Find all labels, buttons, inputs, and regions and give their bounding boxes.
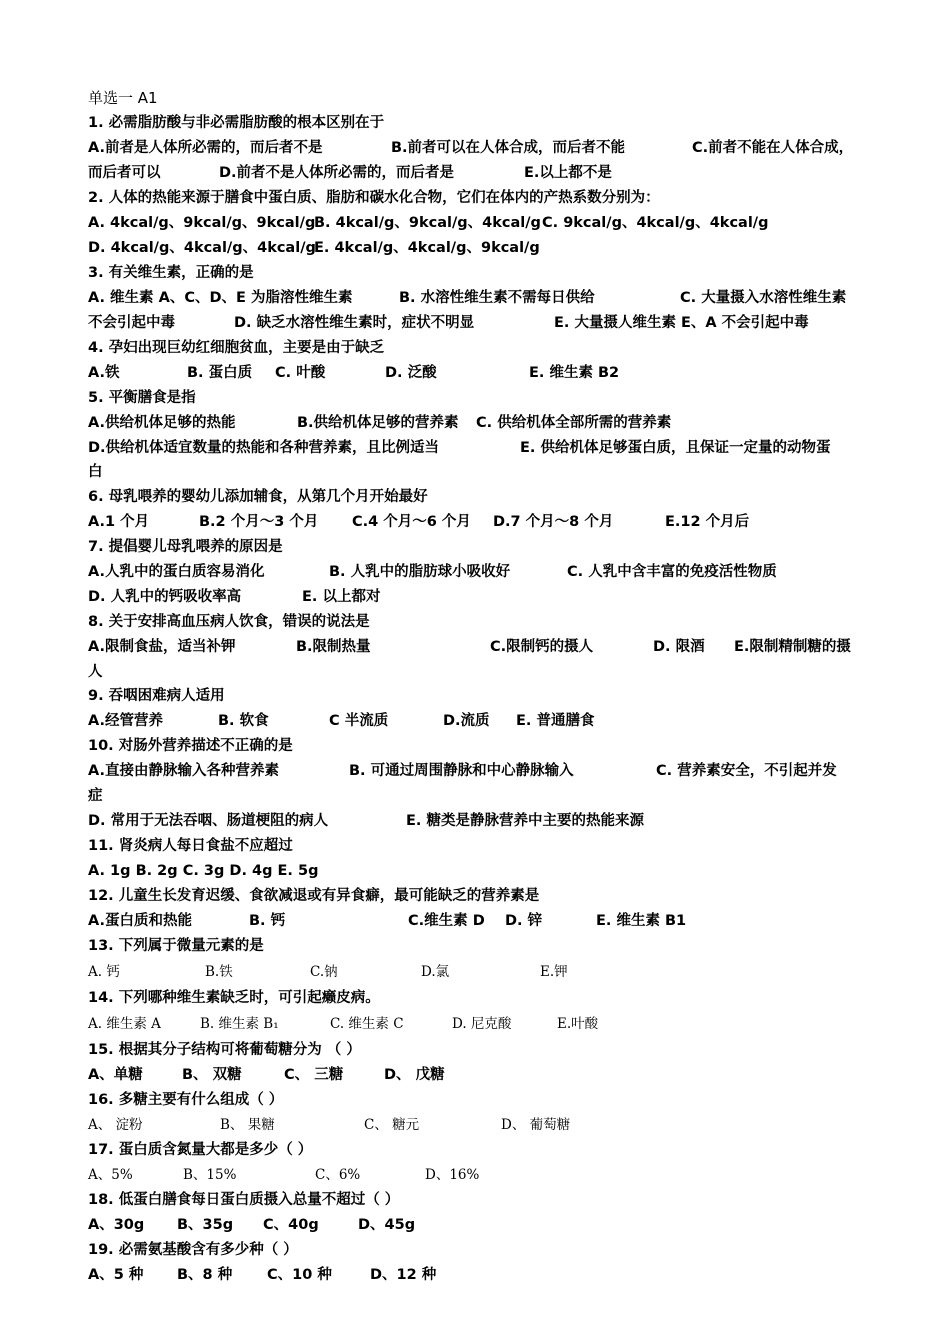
question-3-option-c-cont: 不会引起中毒	[88, 315, 175, 331]
question-5-option-a: A.供给机体足够的热能	[88, 415, 236, 431]
question-5-stem: 5. 平衡膳食是指	[88, 390, 196, 406]
question-16-options	[88, 1115, 868, 1137]
question-17-stem: 17. 蛋白质含氮量大都是多少（ ）	[88, 1142, 313, 1158]
question-10-options-line-2	[88, 811, 868, 833]
question-15-option-a: A、单糖	[88, 1067, 143, 1083]
question-14-option-c: C. 维生素 C	[330, 1016, 404, 1032]
question-7-option-a: A.人乳中的蛋白质容易消化	[88, 564, 265, 580]
question-15-option-c: C、 三糖	[284, 1067, 344, 1083]
question-2-options-line-2	[88, 238, 868, 260]
question-4-option-e: E. 维生素 B2	[529, 365, 620, 381]
question-10-option-b: B. 可通过周围静脉和中心静脉输入	[349, 763, 574, 779]
question-12-option-d: D. 锌	[505, 913, 543, 929]
question-10-option-d: D. 常用于无法吞咽、肠道梗阻的病人	[88, 813, 329, 829]
question-3-option-b: B. 水溶性维生素不需每日供给	[399, 290, 595, 306]
question-4-stem: 4. 孕妇出现巨幼红细胞贫血，主要是由于缺乏	[88, 340, 385, 356]
question-15-option-d: D、 戊糖	[384, 1067, 445, 1083]
question-18-option-c: C、40g	[263, 1217, 319, 1233]
question-5-option-c: C. 供给机体全部所需的营养素	[476, 415, 672, 431]
question-19-options	[88, 1265, 868, 1287]
question-8-option-a: A.限制食盐，适当补钾	[88, 639, 236, 655]
question-5-option-b: B.供给机体足够的营养素	[297, 415, 459, 431]
question-3-option-e: E. 大量摄人维生素 E、A 不会引起中毒	[554, 315, 809, 331]
question-6-option-a: A.1 个月	[88, 514, 150, 530]
question-2-stem: 2. 人体的热能来源于膳食中蛋白质、脂肪和碳水化合物，它们在体内的产热系数分别为：	[88, 190, 660, 206]
question-2-option-d: D. 4kcal/g、4kcal/g、4kcal/g	[88, 240, 316, 256]
question-18-stem: 18. 低蛋白膳食每日蛋白质摄入总量不超过（ ）	[88, 1192, 400, 1208]
question-7-stem: 7. 提倡婴儿母乳喂养的原因是	[88, 539, 283, 555]
question-9-option-e: E. 普通膳食	[516, 713, 595, 729]
question-2-option-b: B. 4kcal/g、9kcal/g、4kcal/g	[314, 215, 541, 231]
question-3-options-line-1	[88, 288, 868, 310]
question-10-stem: 10. 对肠外营养描述不正确的是	[88, 738, 293, 754]
question-3-options-line-2	[88, 313, 868, 335]
question-1-options-line-2	[88, 163, 868, 185]
question-12-option-e: E. 维生素 B1	[596, 913, 687, 929]
question-19-option-a: A、5 种	[88, 1267, 144, 1283]
question-19-option-d: D、12 种	[370, 1267, 437, 1283]
question-6-options	[88, 512, 868, 534]
question-10-options-line-1	[88, 761, 868, 783]
question-8-option-e: E.限制精制糖的摄	[734, 639, 851, 655]
question-7-options-line-1	[88, 562, 868, 584]
question-16-option-b: B、 果糖	[220, 1117, 275, 1133]
question-9-options	[88, 711, 868, 733]
question-13-option-e: E.钾	[540, 964, 568, 980]
question-18-option-b: B、35g	[177, 1217, 234, 1233]
question-11-options: A. 1g B. 2g C. 3g D. 4g E. 5g	[88, 863, 319, 879]
question-16-option-a: A、 淀粉	[88, 1117, 143, 1133]
question-6-option-b: B.2 个月～3 个月	[199, 514, 319, 530]
question-14-option-e: E.叶酸	[557, 1016, 599, 1032]
question-14-option-b: B. 维生素 B₁	[200, 1016, 279, 1032]
question-5-option-e-cont: 白	[88, 464, 103, 480]
question-9-stem: 9. 吞咽困难病人适用	[88, 688, 225, 704]
question-4-option-b: B. 蛋白质	[187, 365, 253, 381]
question-14-option-d: D. 尼克酸	[452, 1016, 512, 1032]
question-10-option-c: C. 营养素安全，不引起并发	[656, 763, 837, 779]
question-5-option-e: E. 供给机体足够蛋白质，且保证一定量的动物蛋	[520, 440, 831, 456]
question-6-option-e: E.12 个月后	[665, 514, 750, 530]
question-9-option-a: A.经管营养	[88, 713, 163, 729]
question-13-option-b: B.铁	[205, 964, 233, 980]
question-9-option-b: B. 软食	[218, 713, 269, 729]
question-7-options-line-2	[88, 587, 868, 609]
question-12-option-b: B. 钙	[249, 913, 286, 929]
question-5-option-d: D.供给机体适宜数量的热能和各种营养素，且比例适当	[88, 440, 440, 456]
question-8-option-c: C.限制钙的摄人	[490, 639, 594, 655]
question-4-option-d: D. 泛酸	[385, 365, 437, 381]
question-4-option-a: A.铁	[88, 365, 120, 381]
question-16-stem: 16. 多糖主要有什么组成（ ）	[88, 1092, 284, 1108]
question-2-options-line-1	[88, 213, 868, 235]
question-7-option-e: E. 以上都对	[302, 589, 381, 605]
question-19-stem: 19. 必需氨基酸含有多少种（ ）	[88, 1242, 298, 1258]
question-1-options-line-1	[88, 138, 868, 160]
question-17-option-a: A、5%	[88, 1167, 133, 1183]
question-6-option-c: C.4 个月～6 个月	[352, 514, 471, 530]
question-10-option-c-cont: 症	[88, 788, 103, 804]
question-12-options	[88, 911, 868, 933]
question-14-stem: 14. 下列哪种维生素缺乏时，可引起癞皮病。	[88, 990, 380, 1006]
question-5-options-line-1	[88, 413, 868, 435]
question-2-option-c: C. 9kcal/g、4kcal/g、4kcal/g	[542, 215, 769, 231]
question-8-options	[88, 637, 868, 659]
question-11-stem: 11. 肾炎病人每日食盐不应超过	[88, 838, 293, 854]
question-13-option-a: A. 钙	[88, 964, 120, 980]
question-2-option-e: E. 4kcal/g、4kcal/g、9kcal/g	[314, 240, 540, 256]
question-16-option-d: D、 葡萄糖	[501, 1117, 571, 1133]
question-13-stem: 13. 下列属于微量元素的是	[88, 938, 264, 954]
question-17-option-d: D、16%	[425, 1167, 480, 1183]
question-7-option-c: C. 人乳中含丰富的免疫活性物质	[567, 564, 777, 580]
question-4-option-c: C. 叶酸	[275, 365, 326, 381]
question-16-option-c: C、 糖元	[364, 1117, 420, 1133]
question-1-option-b: B.前者可以在人体合成，而后者不能	[391, 140, 626, 156]
question-3-option-c: C. 大量摄入水溶性维生素	[680, 290, 847, 306]
question-7-option-d: D. 人乳中的钙吸收率高	[88, 589, 242, 605]
question-17-option-b: B、15%	[183, 1167, 237, 1183]
question-1-option-e: E.以上都不是	[524, 165, 612, 181]
question-4-options	[88, 363, 868, 385]
question-6-option-d: D.7 个月～8 个月	[493, 514, 614, 530]
question-15-option-b: B、 双糖	[182, 1067, 242, 1083]
question-3-option-d: D. 缺乏水溶性维生素时，症状不明显	[234, 315, 475, 331]
section-title: 单选一 A1	[88, 89, 158, 107]
question-18-option-a: A、30g	[88, 1217, 145, 1233]
question-10-option-a: A.直接由静脉输入各种营养素	[88, 763, 279, 779]
question-15-options	[88, 1065, 868, 1087]
question-8-option-b: B.限制热量	[296, 639, 371, 655]
question-1-option-d: D.前者不是人体所必需的，而后者是	[219, 165, 455, 181]
question-3-stem: 3. 有关维生素，正确的是	[88, 265, 254, 281]
question-2-option-a: A. 4kcal/g、9kcal/g、9kcal/g	[88, 215, 316, 231]
question-13-option-c: C.钠	[310, 964, 338, 980]
question-5-options-line-2	[88, 438, 868, 460]
question-10-option-e: E. 糖类是静脉营养中主要的热能来源	[406, 813, 644, 829]
question-14-options	[88, 1014, 868, 1036]
question-9-option-c: C 半流质	[329, 713, 389, 729]
question-14-option-a: A. 维生素 A	[88, 1016, 161, 1032]
question-9-option-d: D.流质	[443, 713, 490, 729]
question-1-option-c: C.前者不能在人体合成，	[692, 140, 854, 156]
question-8-option-e-cont: 人	[88, 664, 103, 680]
question-19-option-b: B、8 种	[177, 1267, 233, 1283]
question-1-option-c-cont: 而后者可以	[88, 165, 161, 181]
question-12-option-a: A.蛋白质和热能	[88, 913, 192, 929]
question-12-option-c: C.维生素 D	[408, 913, 485, 929]
question-19-option-c: C、10 种	[267, 1267, 332, 1283]
question-8-option-d: D. 限酒	[653, 639, 705, 655]
question-3-option-a: A. 维生素 A、C、D、E 为脂溶性维生素	[88, 290, 353, 306]
question-13-options	[88, 962, 868, 984]
question-17-options	[88, 1165, 868, 1187]
question-1-option-a: A.前者是人体所必需的，而后者不是	[88, 140, 323, 156]
question-15-stem: 15. 根据其分子结构可将葡萄糖分为 （ ）	[88, 1042, 361, 1058]
question-6-stem: 6. 母乳喂养的婴幼儿添加辅食，从第几个月开始最好	[88, 489, 428, 505]
question-13-option-d: D.氯	[421, 964, 450, 980]
question-7-option-b: B. 人乳中的脂肪球小吸收好	[329, 564, 511, 580]
question-18-option-d: D、45g	[358, 1217, 416, 1233]
question-18-options	[88, 1215, 868, 1237]
question-12-stem: 12. 儿童生长发育迟缓、食欲减退或有异食癖，最可能缺乏的营养素是	[88, 888, 540, 904]
question-1-stem: 1. 必需脂肪酸与非必需脂肪酸的根本区别在于	[88, 115, 385, 131]
question-8-stem: 8. 关于安排高血压病人饮食，错误的说法是	[88, 614, 370, 630]
question-17-option-c: C、6%	[315, 1167, 361, 1183]
